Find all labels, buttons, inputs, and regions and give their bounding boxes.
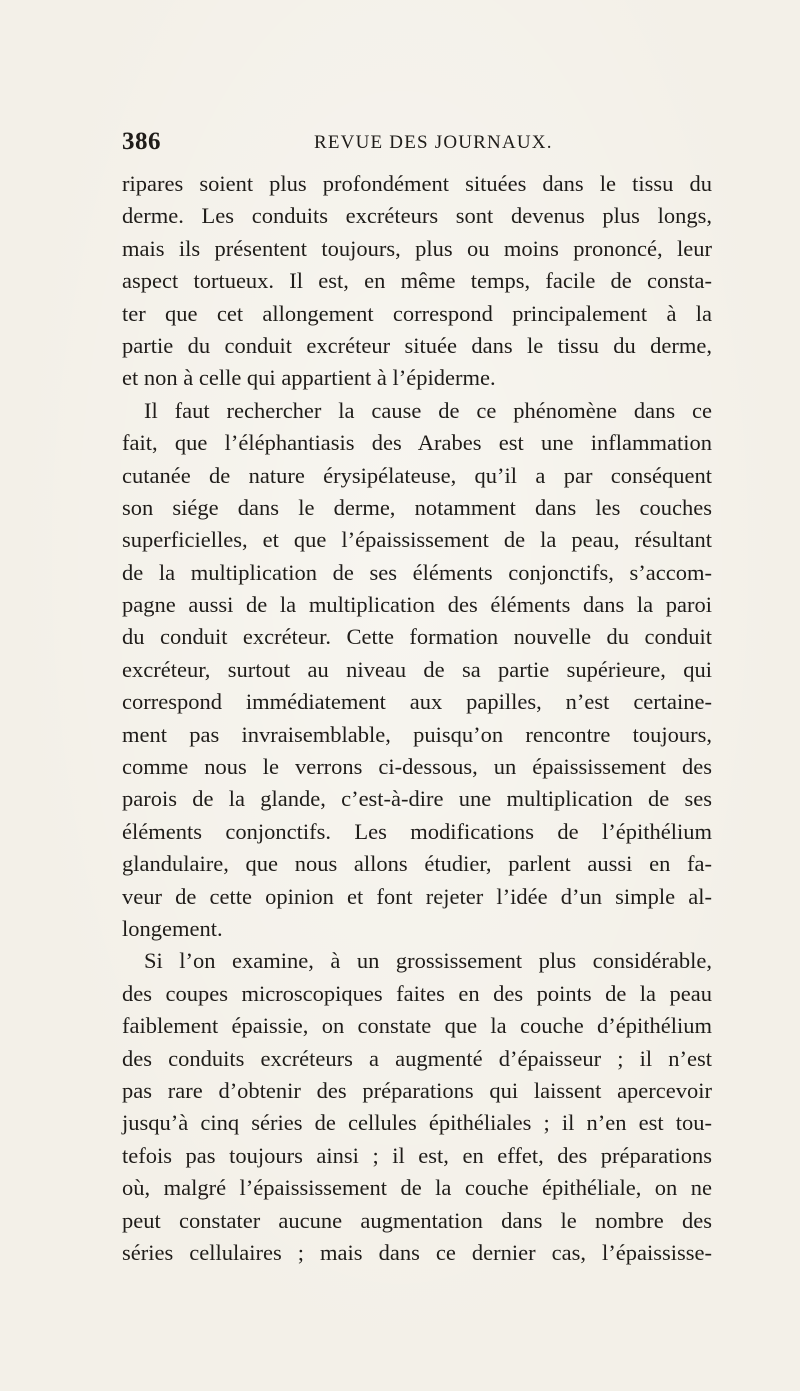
running-title: REVUE DES JOURNAUX. <box>314 132 553 153</box>
text-line: du conduit excréteur. Cette formation nouvelle du conduit <box>122 624 712 650</box>
text-line: séries cellulaires ; mais dans ce dernier cas, l’épaississe- <box>122 1239 712 1265</box>
text-line: où, malgré l’épaississement de la couche épithéliale, on ne <box>122 1175 712 1201</box>
body-text <box>122 168 712 1269</box>
text-line: des conduits excréteurs a augmenté d’épaisseur ; il n’est <box>122 1045 712 1071</box>
text-line: jusqu’à cinq séries de cellules épithéliales ; il n’en est tou- <box>122 1110 712 1136</box>
text-line: glandulaire, que nous allons étudier, parlent aussi en fa- <box>122 851 712 877</box>
page-number: 386 <box>122 128 161 155</box>
text-line: de la multiplication de ses éléments conjonctifs, s’accom- <box>122 559 712 585</box>
text-line: fait, que l’éléphantiasis des Arabes est une inflammation <box>122 430 712 456</box>
text-line: tefois pas toujours ainsi ; il est, en effet, des préparations <box>122 1142 712 1168</box>
text-line: ripares soient plus profondément situées dans le tissu du <box>122 171 712 196</box>
text-line: pas rare d’obtenir des préparations qui laissent apercevoir <box>122 1077 712 1103</box>
text-line: excréteur, surtout au niveau de sa partie supérieure, qui <box>122 656 712 682</box>
page-header <box>122 128 712 162</box>
text-line: peut constater aucune augmentation dans le nombre des <box>122 1207 712 1233</box>
text-line: parois de la glande, c’est-à-dire une multiplication de ses <box>122 786 712 812</box>
text-line: et non à celle qui appartient à l’épiderme. <box>122 365 496 391</box>
text-line: ter que cet allongement correspond principalement à la <box>122 300 712 326</box>
text-line: superficielles, et que l’épaississement de la peau, résultant <box>122 527 712 553</box>
text-line: veur de cette opinion et font rejeter l’idée d’un simple al- <box>122 883 712 909</box>
text-line: Si l’on examine, à un grossissement plus considérable, <box>144 948 712 974</box>
text-line: aspect tortueux. Il est, en même temps, facile de consta- <box>122 268 712 294</box>
text-line: longement. <box>122 915 223 941</box>
text-line: comme nous le verrons ci-dessous, un épaississement des <box>122 754 712 780</box>
text-line: éléments conjonctifs. Les modifications de l’épithélium <box>122 818 712 844</box>
text-line: cutanée de nature érysipélateuse, qu’il a par conséquent <box>122 462 712 488</box>
text-line: des coupes microscopiques faites en des points de la peau <box>122 980 712 1006</box>
text-line: Il faut rechercher la cause de ce phénomène dans ce <box>144 397 712 423</box>
text-line: ment pas invraisemblable, puisqu’on rencontre toujours, <box>122 721 712 747</box>
text-line: correspond immédiatement aux papilles, n’est certaine- <box>122 689 712 715</box>
text-line: faiblement épaissie, on constate que la couche d’épithélium <box>122 1013 712 1039</box>
text-line: son siége dans le derme, notamment dans les couches <box>122 494 712 520</box>
text-line: partie du conduit excréteur située dans le tissu du derme, <box>122 332 712 358</box>
text-line: pagne aussi de la multiplication des éléments dans la paroi <box>122 592 712 618</box>
text-line: mais ils présentent toujours, plus ou moins prononcé, leur <box>122 235 712 261</box>
text-line: derme. Les conduits excréteurs sont devenus plus longs, <box>122 203 712 229</box>
